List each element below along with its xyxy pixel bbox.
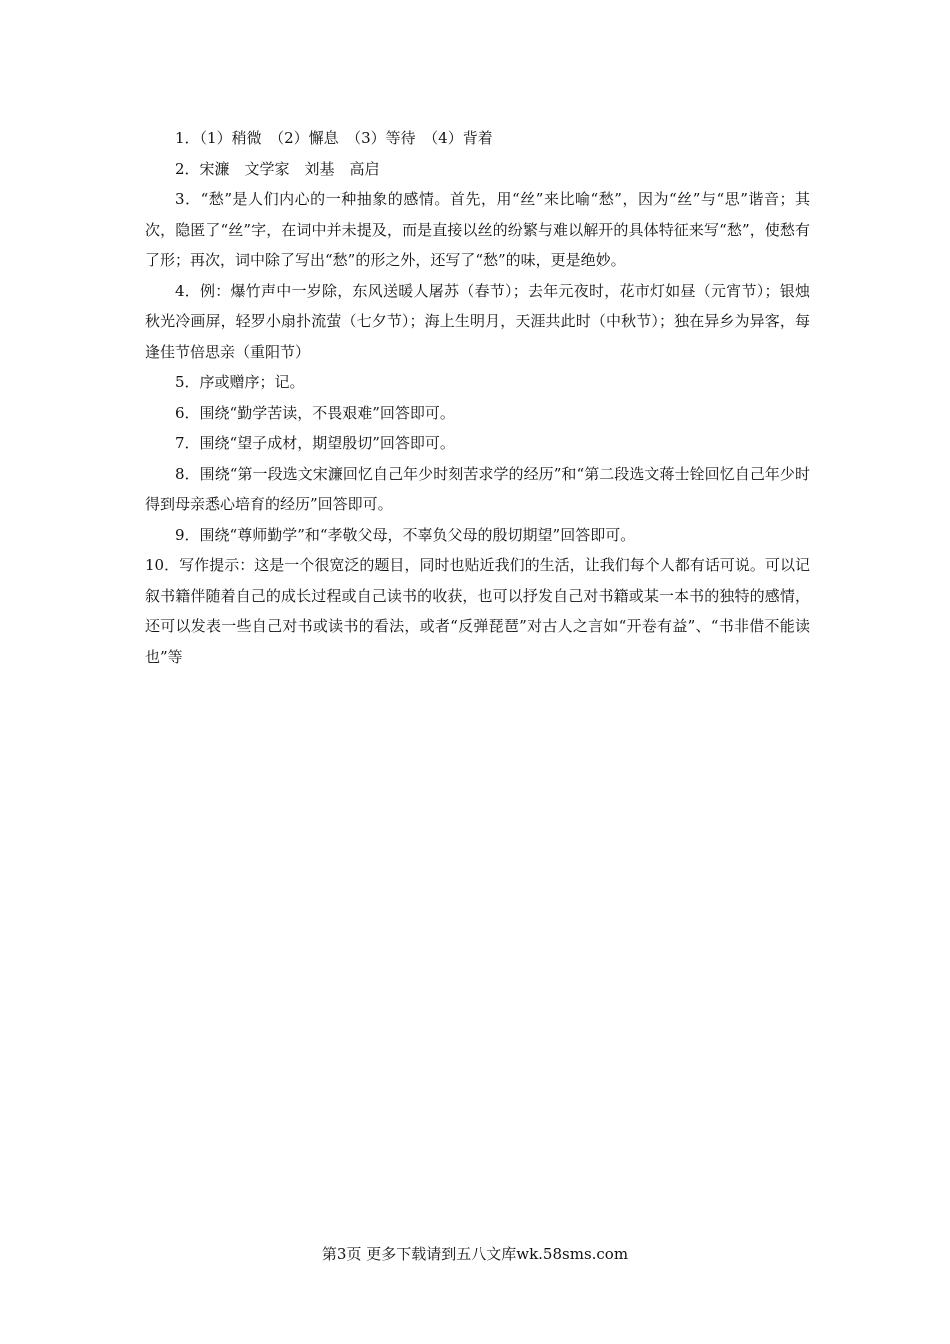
answer-item-10: 10．写作提示：这是一个很宽泛的题目，同时也贴近我们的生活，让我们每个人都有话可说。可以记叙书籍伴随着自己的成长过程或自己读书的收获，也可以抒发自己对书籍或某一本书的独特的感情，还可以发表一些自己对书或读书的看法，或者“反弹琵琶”对古人之言如“开卷有益”、“书非借不能读也”等	[145, 556, 810, 666]
answer-item-9: 9．围绕“尊师勤学”和“孝敬父母，不辜负父母的殷切期望”回答即可。	[175, 525, 636, 544]
answer-item-4: 4．例：爆竹声中一岁除，东风送暖人屠苏（春节）；去年元夜时，花市灯如昼（元宵节）；银烛秋光冷画屏，轻罗小扇扑流萤（七夕节）；海上生明月，天涯共此时（中秋节）；独在异乡为异客，每逢佳节倍思亲（重阳节）	[145, 281, 810, 361]
answer-item-8: 8．围绕“第一段选文宋濂回忆自己年少时刻苦求学的经历”和“第二段选文蒋士铨回忆自己年少时得到母亲悉心培育的经历”回答即可。	[145, 464, 810, 513]
answer-item-1: 1．（1）稍微 （2）懈息 （3）等待 （4）背着	[175, 129, 493, 147]
answer-item-2: 2．宋濂 文学家 刘基 高启	[175, 159, 380, 178]
page-footer: 第3页 更多下载请到五八文库wk.58sms.com	[321, 1245, 629, 1263]
answer-item-5: 5．序或赠序；记。	[175, 373, 305, 391]
answer-list	[145, 123, 810, 672]
answer-item-7: 7．围绕“望子成材，期望殷切”回答即可。	[175, 434, 455, 452]
answer-item-3: 3．“愁”是人们内心的一种抽象的感情。首先，用“丝”来比喻“愁”，因为“丝”与“思”谐音；其次，隐匿了“丝”字，在词中并未提及，而是直接以丝的纷繁与难以解开的具体特征来写“愁”，使愁有了形；再次，词中除了写出“愁”的形之外，还写了“愁”的味，更是绝妙。	[145, 190, 810, 269]
answer-item-6: 6．围绕“勤学苦读，不畏艰难”回答即可。	[175, 403, 455, 422]
